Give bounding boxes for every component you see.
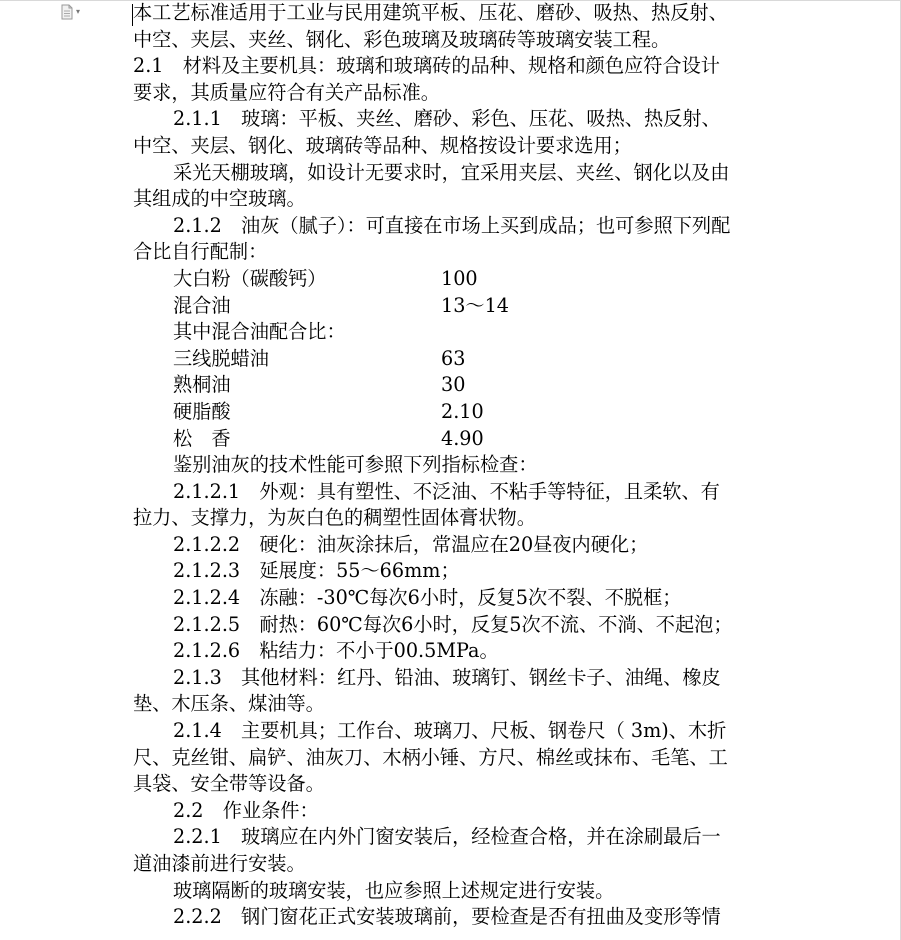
document-body[interactable] xyxy=(133,0,773,931)
paragraph-line: 合比自行配制： xyxy=(133,240,268,264)
oil-name: 硬脂酸 xyxy=(173,399,231,423)
oil-value: 30 xyxy=(441,373,466,397)
oil-table-row xyxy=(133,346,773,373)
oil-name: 三线脱蜡油 xyxy=(173,346,269,370)
paragraph-line: 玻璃隔断的玻璃安装，也应参照上述规定进行安装。 xyxy=(173,878,615,902)
paragraph-line: 中空、夹层、钢化、玻璃砖等品种、规格按设计要求选用； xyxy=(133,133,632,157)
paragraph-marker-button[interactable] xyxy=(60,4,90,20)
paragraph-line: 2.2 作业条件： xyxy=(173,798,319,822)
paragraph-line: 本工艺标准适用于工业与民用建筑平板、压花、磨砂、吸热、热反射、 xyxy=(133,1,728,24)
oil-value: 4.90 xyxy=(441,426,484,450)
paragraph-line: 垫、木压条、煤油等。 xyxy=(133,692,325,716)
paragraph-line: 采光天棚玻璃，如设计无要求时，宜采用夹层、夹丝、钢化以及由 xyxy=(173,160,730,184)
oil-table-row xyxy=(133,372,773,399)
paragraph-line: 2.1.2 油灰（腻子）：可直接在市场上买到成品；也可参照下列配 xyxy=(173,213,731,237)
mix-table-row xyxy=(133,293,773,320)
paragraph-line: 2.1.2.4 冻融：-30℃每次6小时，反复5次不裂、不脱框； xyxy=(173,586,682,610)
mix-value: 13～14 xyxy=(441,293,510,317)
paragraph-line: 2.1.3 其他材料：红丹、铅油、玻璃钉、钢丝卡子、油绳、橡皮 xyxy=(173,665,721,689)
mix-name: 混合油 xyxy=(173,293,231,317)
paragraph-line: 2.1.2.1 外观：具有塑性、不泛油、不粘手等特征，且柔软、有 xyxy=(173,479,720,503)
paragraph-line: 尺、克丝钳、扁铲、油灰刀、木柄小锤、方尺、棉丝或抹布、毛笔、工 xyxy=(133,745,728,769)
paragraph-line: 2.1.2.5 耐热：60℃每次6小时，反复5次不流、不淌、不起泡； xyxy=(173,612,733,636)
paragraph-line: 鉴别油灰的技术性能可参照下列指标检查： xyxy=(173,453,538,477)
paragraph-line: 2.1 材料及主要机具：玻璃和玻璃砖的品种、规格和颜色应符合设计 xyxy=(133,54,720,78)
paragraph-line: 2.1.4 主要机具；工作台、玻璃刀、尺板、钢卷尺（ 3m)、木折 xyxy=(173,719,727,743)
oil-value: 63 xyxy=(441,346,466,370)
paragraph-line: 其组成的中空玻璃。 xyxy=(133,187,306,211)
paragraph-line: 2.1.1 玻璃：平板、夹丝、磨砂、彩色、压花、吸热、热反射、 xyxy=(173,107,721,131)
oil-table-row xyxy=(133,426,773,453)
paragraph-line: 2.1.2.6 粘结力：不小于00.5MPa。 xyxy=(173,639,499,663)
paragraph-line: 中空、夹层、夹丝、钢化、彩色玻璃及玻璃砖等玻璃安装工程。 xyxy=(133,27,671,51)
paragraph-line: 道油漆前进行安装。 xyxy=(133,852,306,875)
mix-oil-title: 其中混合油配合比： xyxy=(173,320,346,344)
oil-value: 2.10 xyxy=(441,399,484,423)
chevron-down-icon: ▾ xyxy=(76,7,81,16)
paragraph-line: 2.2.2 钢门窗花正式安装玻璃前，要检查是否有扭曲及变形等情 xyxy=(173,905,721,929)
mix-name: 大白粉（碳酸钙） xyxy=(173,266,327,290)
oil-table-row xyxy=(133,399,773,426)
paragraph-line: 具袋、安全带等设备。 xyxy=(133,772,325,796)
oil-name: 松 香 xyxy=(173,426,231,450)
paragraph-line: 2.1.2.3 延展度：55～66mm； xyxy=(173,559,460,583)
oil-name: 熟桐油 xyxy=(173,373,231,397)
paragraph-marker-icon xyxy=(60,4,74,20)
paragraph-line: 2.2.1 玻璃应在内外门窗安装后，经检查合格，并在涂刷最后一 xyxy=(173,825,721,849)
mix-table-row xyxy=(133,266,773,293)
mix-value: 100 xyxy=(441,266,478,290)
paragraph-line: 要求，其质量应符合有关产品标准。 xyxy=(133,80,440,104)
paragraph-line: 2.1.2.2 硬化：油灰涂抹后，常温应在20昼夜内硬化； xyxy=(173,532,649,556)
paragraph-line: 拉力、支撑力，为灰白色的稠塑性固体膏状物。 xyxy=(133,506,536,530)
